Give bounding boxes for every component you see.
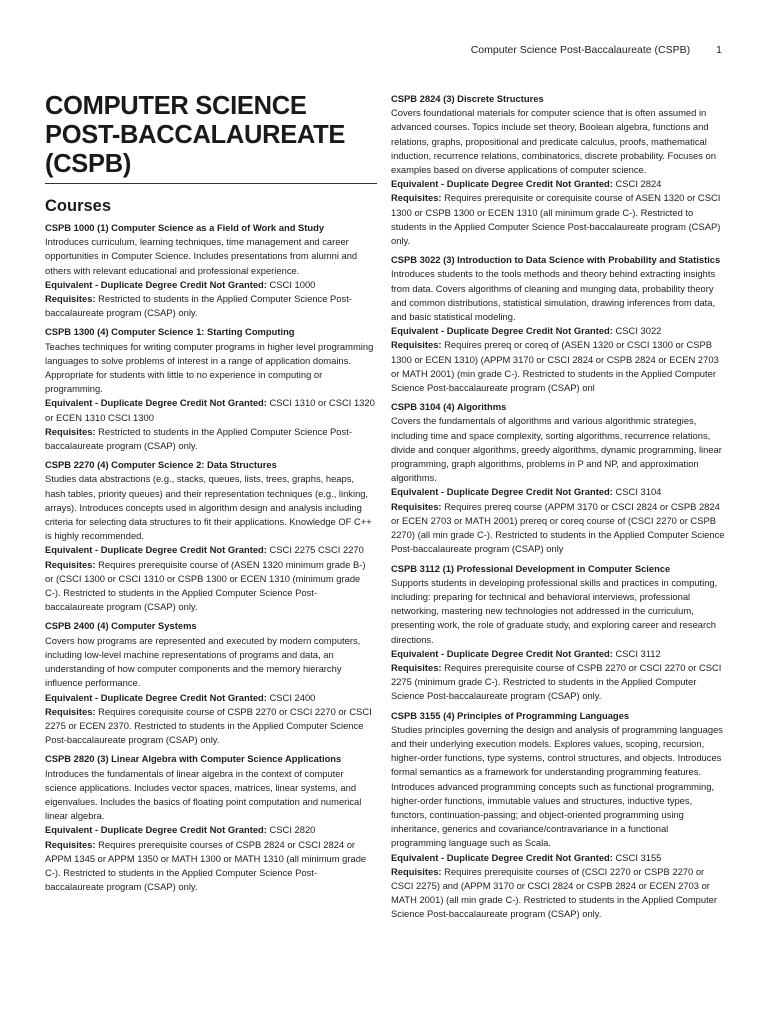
course-requisites — [45, 558, 375, 615]
course-equivalent — [45, 543, 375, 557]
course-description: Supports students in developing professional skills and practices in computing, including: preparing for technical and behavioral interviews, professional networking, mastering new technologies not addressed in the curriculum, presenting work, the role of graduate study, and exploring career and research directions. — [391, 576, 718, 645]
course-title: CSPB 1300 (4) Computer Science 1: Starting Computing — [45, 326, 295, 338]
equivalent-value: CSCI 2275 CSCI 2270 — [269, 544, 364, 556]
course-equivalent — [391, 177, 725, 191]
course-requisites — [45, 838, 375, 895]
requisites-label: Requisites: — [45, 705, 96, 717]
equivalent-label: Equivalent - Duplicate Degree Credit Not Granted: — [45, 824, 267, 836]
requisites-value: Requires prereq course (APPM 3170 or CSCI 2824 or CSPB 2824 or ECEN 2703 or MATH 2001) prereq or coreq course of (CSCI 2270 or CSPB 2270) (all min grade C-). Restricted to students in the Applied Computer Science Post-baccalaureate program (CSAP) only — [391, 500, 725, 555]
course-entry — [391, 709, 725, 922]
course-requisites — [45, 705, 375, 748]
requisites-value: Requires prerequisite or corequisite course of ASEN 1320 or CSCI 1300 or CSPB 1300 or ECEN 1310 (all minimum grade C-). Restricted to students in the Applied Computer Science Post-baccalaureate program (CSAP) only. — [391, 192, 721, 247]
requisites-value: Requires prerequisite course of (ASEN 1320 minimum grade B-) or (CSCI 1300 or CSCI 1310 or CSPB 1300 or ECEN 1310 (minimum grade C-). Restricted to students in the Applied Computer Science Post-baccalaureate program (CSAP) only. — [45, 558, 366, 613]
course-equivalent — [45, 691, 375, 705]
equivalent-value: CSCI 3104 — [615, 486, 662, 498]
requisites-value: Restricted to students in the Applied Computer Science Post-baccalaureate program (CSAP) only. — [45, 293, 352, 319]
requisites-label: Requisites: — [45, 558, 96, 570]
course-entry — [391, 92, 725, 248]
course-entry — [45, 458, 375, 614]
requisites-label: Requisites: — [391, 339, 442, 351]
course-requisites — [391, 500, 725, 557]
equivalent-label: Equivalent - Duplicate Degree Credit Not Granted: — [391, 325, 613, 337]
equivalent-value: CSCI 1000 — [269, 278, 316, 290]
equivalent-label: Equivalent - Duplicate Degree Credit Not Granted: — [45, 544, 267, 556]
course-title: CSPB 3104 (4) Algorithms — [391, 401, 507, 413]
course-equivalent — [391, 324, 725, 338]
course-requisites — [391, 865, 725, 922]
requisites-value: Requires prerequisite course of CSPB 2270 or CSCI 2270 or CSCI 2275 (minimum grade C-). Restricted to students in the Applied Computer Science Post-baccalaureate program (CSAP) only. — [391, 661, 722, 702]
course-title: CSPB 3112 (1) Professional Development in Computer Science — [391, 562, 671, 574]
page-number: 1 — [716, 44, 722, 56]
requisites-value: Requires prerequisite courses of (CSCI 2270 or CSPB 2270 or CSCI 2275) and (APPM 3170 or CSCI 2824 or CSPB 2824 or ECEN 2703 or MATH 2001) (all min grade C-). Restricted to students in the Applied Computer Science Post-baccalaureate program (CSAP) only. — [391, 865, 718, 920]
course-description: Introduces curriculum, learning techniques, time management and career opportunities in Computer Science. Includes presentations from alumni and others with relevant educational and professional experience. — [45, 236, 358, 276]
course-description: Covers how programs are represented and executed by modern computers, including low-level machine representations of programs and data, an understanding of how computer components and the memory hierarchy influence performance. — [45, 634, 361, 689]
left-column — [45, 92, 375, 899]
equivalent-label: Equivalent - Duplicate Degree Credit Not Granted: — [391, 647, 613, 659]
equivalent-value: CSCI 1310 or CSCI 1320 or ECEN 1310 CSCI 1300 — [45, 397, 375, 423]
requisites-label: Requisites: — [391, 661, 442, 673]
equivalent-value: CSCI 2824 — [615, 178, 662, 190]
equivalent-label: Equivalent - Duplicate Degree Credit Not Granted: — [391, 178, 613, 190]
left-course-list — [45, 221, 375, 894]
course-entry — [391, 253, 725, 395]
course-requisites — [391, 191, 725, 248]
course-title: CSPB 2820 (3) Linear Algebra with Computer Science Applications — [45, 753, 342, 765]
course-title: CSPB 3155 (4) Principles of Programming Languages — [391, 709, 630, 721]
course-entry — [45, 619, 375, 747]
course-equivalent — [45, 823, 375, 837]
right-course-list — [391, 92, 725, 922]
running-title: Computer Science Post-Baccalaureate (CSPB) — [470, 44, 691, 56]
course-description: Covers the fundamentals of algorithms and various algorithmic strategies, including time and space complexity, sorting algorithms, recurrence relations, divide and conquer algorithms, greedy algorithms, dynamic programming, linear programming, graph algorithms, problems in P and NP, and approximation algorithms. — [391, 415, 722, 484]
course-description: Introduces students to the tools methods and theory behind extracting insights from data. Covers algorithms of cleaning and munging data, probability theory and common distributions, statistical simulation, drawing inferences from data, and basic statistical modeling. — [391, 268, 716, 323]
requisites-value: Requires corequisite course of CSPB 2270 or CSCI 2270 or CSCI 2275 or ECEN 2370. Restricted to students in the Applied Computer Science Post-baccalaureate program (CSAP) only. — [45, 705, 372, 746]
requisites-label: Requisites: — [391, 192, 442, 204]
course-equivalent — [45, 396, 375, 424]
course-requisites — [45, 425, 375, 453]
requisites-label: Requisites: — [45, 838, 96, 850]
course-description: Studies data abstractions (e.g., stacks, queues, lists, trees, graphs, heaps, hash tables, priority queues) and their representation techniques (e.g., linking, arrays). Introduces concepts used in algorithm design and analysis including criteria for selecting data structures to fit their applications. Knowledge OF C++ is highly recommended. — [45, 473, 372, 542]
course-entry — [391, 562, 725, 704]
course-requisites — [45, 292, 375, 320]
equivalent-label: Equivalent - Duplicate Degree Credit Not Granted: — [45, 278, 267, 290]
requisites-value: Requires prereq or coreq of (ASEN 1320 or CSCI 1300 or CSPB 1300 or ECEN 1310) (APPM 3170 or CSCI 2824 or CSPB 2824 or ECEN 2703 or MATH 2001) (min grade C-). Restricted to students in the Applied Computer Science Post-baccalaureate program (CSAP) onl — [391, 339, 719, 394]
course-equivalent — [391, 647, 725, 661]
course-title: CSPB 2270 (4) Computer Science 2: Data Structures — [45, 459, 277, 471]
equivalent-label: Equivalent - Duplicate Degree Credit Not Granted: — [391, 486, 613, 498]
requisites-label: Requisites: — [391, 500, 442, 512]
course-title: CSPB 1000 (1) Computer Science as a Field of Work and Study — [45, 222, 325, 233]
equivalent-value: CSCI 3022 — [615, 325, 662, 337]
equivalent-label: Equivalent - Duplicate Degree Credit Not Granted: — [45, 397, 267, 409]
course-requisites — [391, 338, 725, 395]
course-description: Studies principles governing the design and analysis of programming languages and their underlying execution models. Explores values, scoping, recursion, higher-order functions, type systems, control structures, and objects. Introduces formal semantics as a framework for understanding programming features. Introduces advanced programming concepts such as functional programming, higher-order functions, immutable values and structures, inductive types, functors, continuation-passing; and object-oriented programming using inheritance, generics and covariance/contravariance in a functional programming language such as Scala. — [391, 723, 723, 849]
requisites-label: Requisites: — [45, 293, 96, 305]
right-column — [391, 92, 725, 927]
course-equivalent — [391, 485, 725, 499]
course-title: CSPB 2400 (4) Computer Systems — [45, 620, 197, 632]
equivalent-value: CSCI 2820 — [269, 824, 316, 836]
course-entry — [45, 752, 375, 894]
page-title: COMPUTER SCIENCE POST-BACCALAUREATE (CSPB) — [45, 92, 377, 184]
section-heading: Courses — [45, 197, 112, 215]
running-header — [471, 44, 722, 56]
requisites-label: Requisites: — [391, 865, 442, 877]
course-description: Covers foundational materials for computer science that is often assumed in advanced courses. Topics include set theory, Boolean algebra, functions and relations, graphs, propositional and predicate calculus, proofs, mathematical induction, recurrence relations, combinatorics, discrete probability. Focuses on examples based on diverse applications of computer science. — [391, 107, 716, 176]
requisites-value: Requires prerequisite courses of CSPB 2824 or CSCI 2824 or APPM 1345 or APPM 1350 or MATH 1300 or MATH 1310 (all minimum grade C-). Restricted to students in the Applied Computer Science Post-baccalaureate program (CSAP) only. — [45, 838, 367, 893]
course-equivalent — [45, 278, 375, 292]
course-equivalent — [391, 851, 725, 865]
course-description: Teaches techniques for writing computer programs in higher level programming languages to solve problems of interest in a range of application domains. Appropriate for students with little to no experience in computing or programming. — [45, 340, 374, 395]
equivalent-value: CSCI 3112 — [615, 647, 661, 659]
course-description: Introduces the fundamentals of linear algebra in the context of computer science applications. Includes vector spaces, matrices, linear systems, and eigenvalues. Includes the basics of floating point computation and numerical linear algebra. — [45, 767, 362, 822]
course-entry — [45, 221, 375, 320]
equivalent-label: Equivalent - Duplicate Degree Credit Not Granted: — [391, 851, 613, 863]
course-requisites — [391, 661, 725, 704]
equivalent-label: Equivalent - Duplicate Degree Credit Not Granted: — [45, 691, 267, 703]
requisites-value: Restricted to students in the Applied Computer Science Post-baccalaureate program (CSAP) only. — [45, 425, 352, 452]
equivalent-value: CSCI 3155 — [615, 851, 662, 863]
equivalent-value: CSCI 2400 — [269, 691, 316, 703]
course-title: CSPB 2824 (3) Discrete Structures — [391, 93, 544, 104]
course-title: CSPB 3022 (3) Introduction to Data Science with Probability and Statistics — [391, 254, 721, 266]
course-entry — [45, 325, 375, 453]
requisites-label: Requisites: — [45, 425, 96, 437]
course-entry — [391, 400, 725, 556]
